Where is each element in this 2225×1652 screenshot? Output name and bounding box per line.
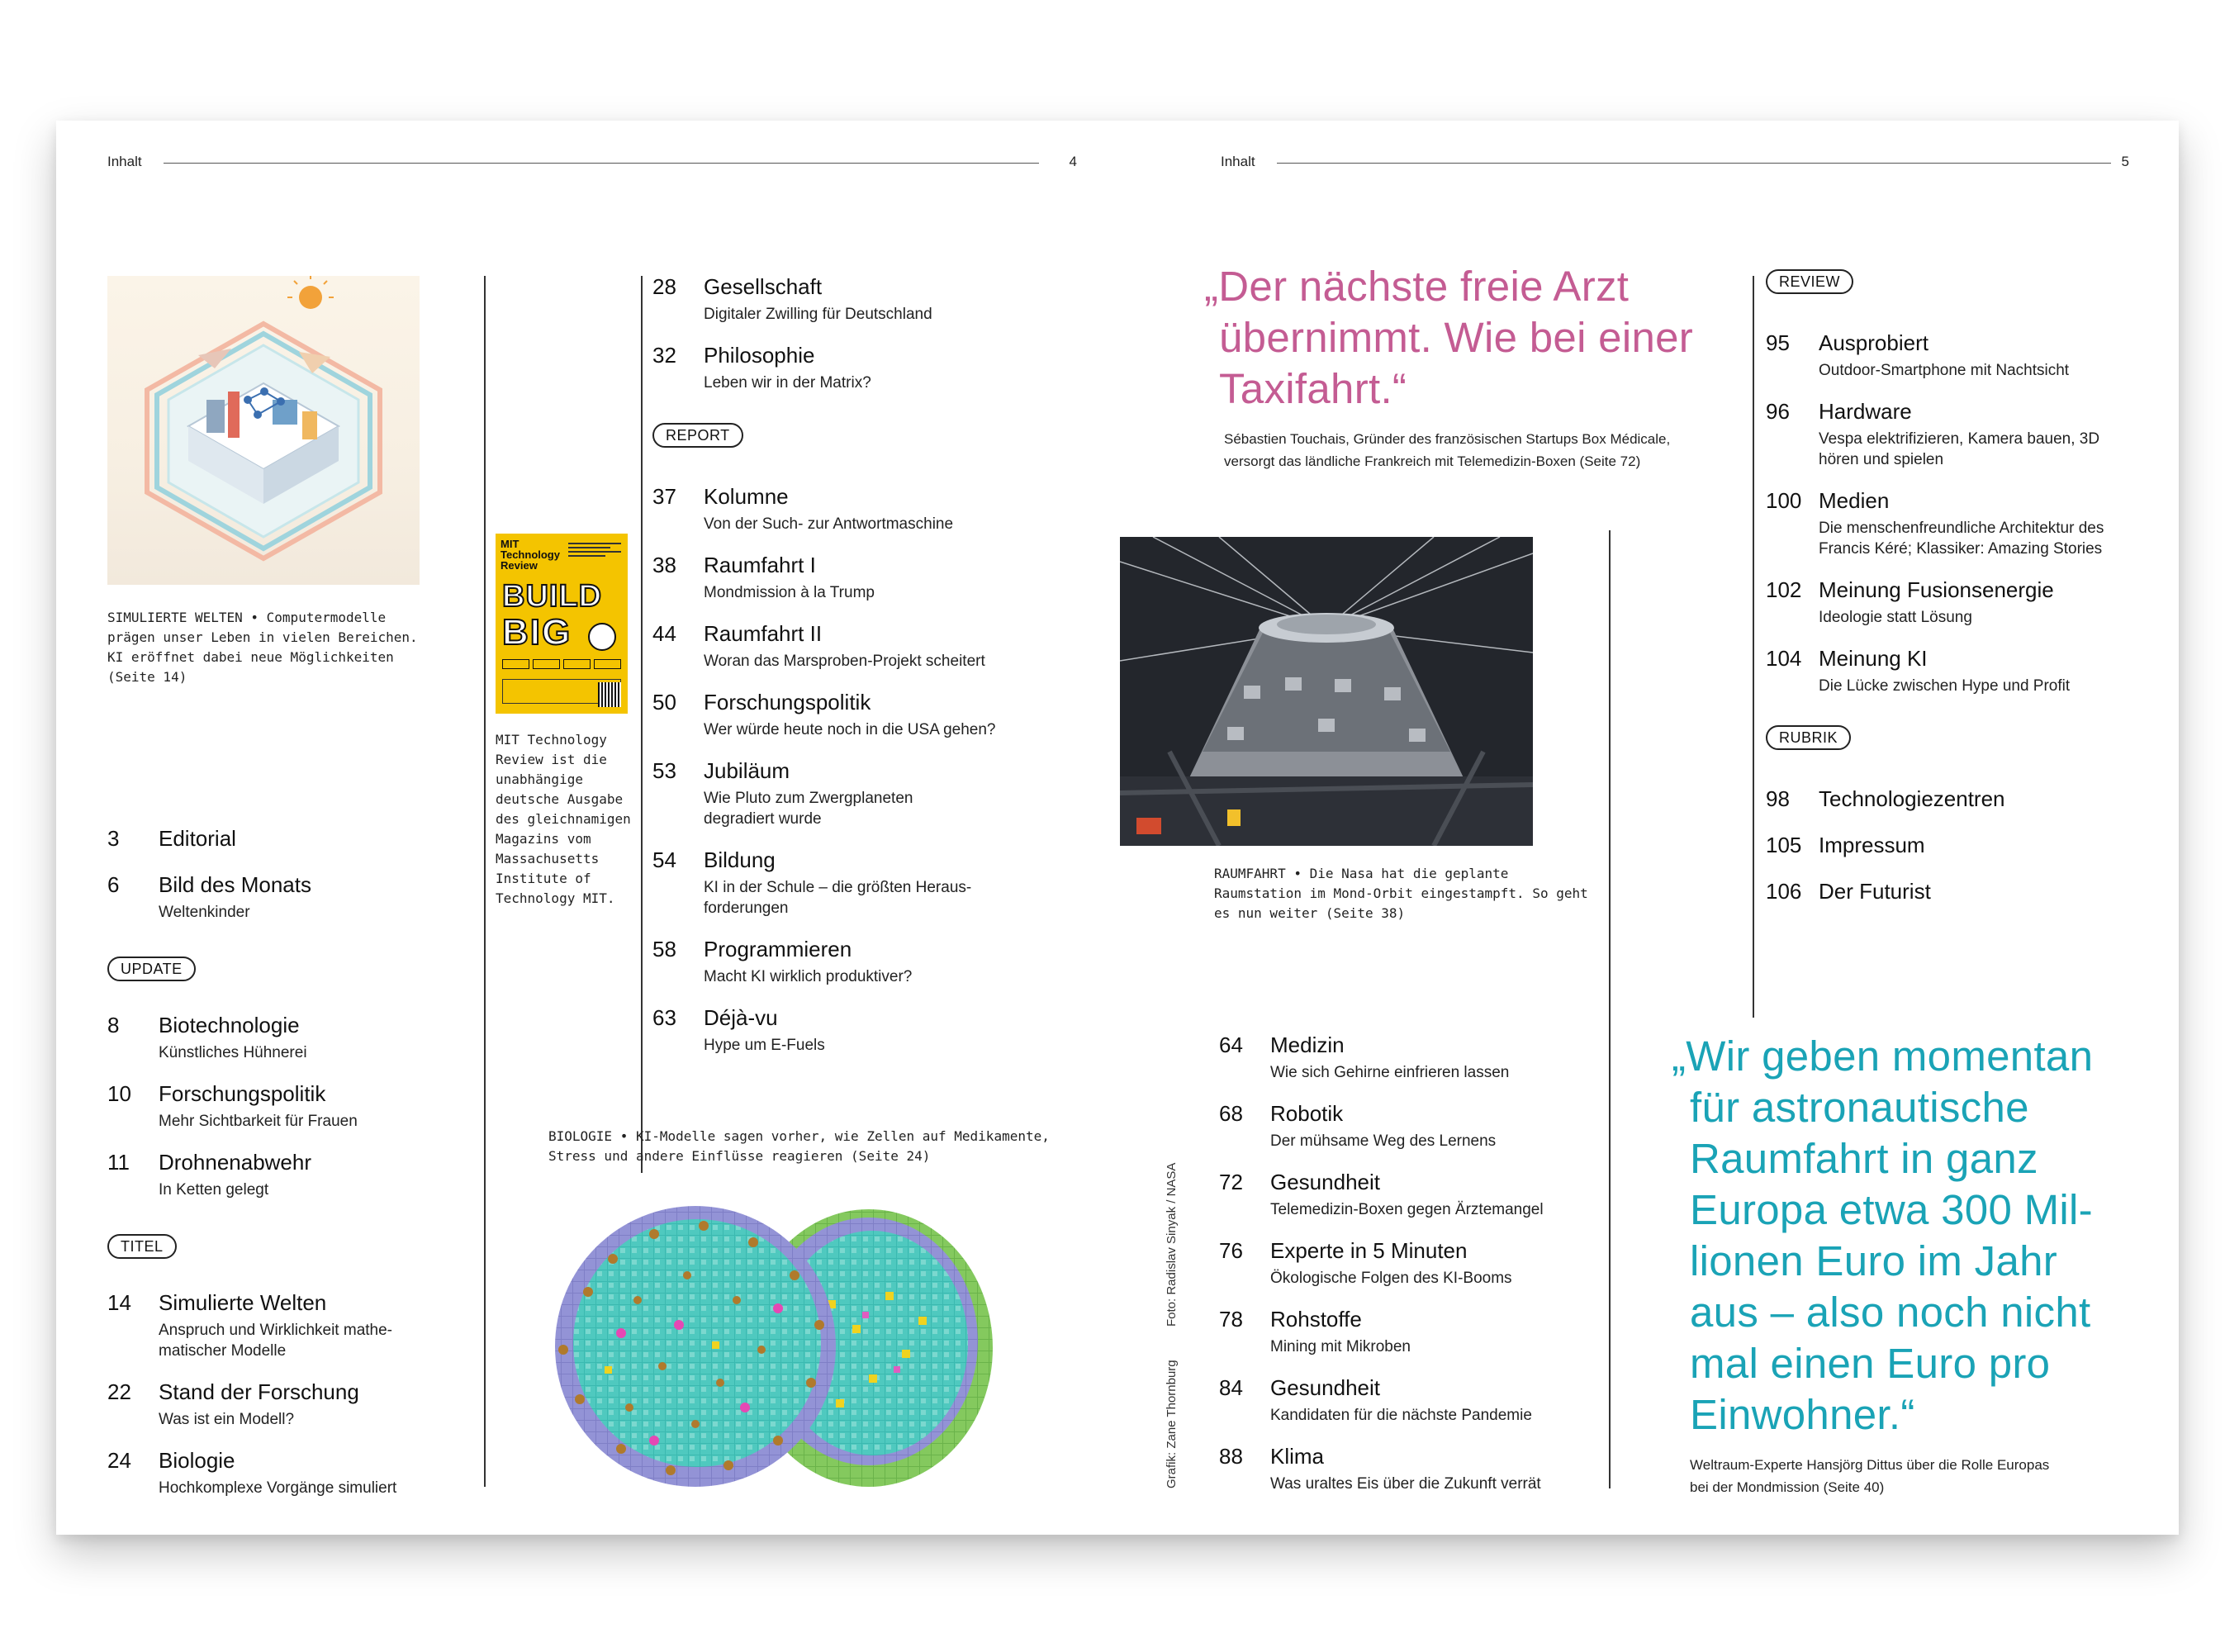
toc-title: Impressum [1819,833,1925,857]
section-label-review: REVIEW [1766,269,1853,294]
toc-subtitle: Vespa elektrifizieren, Kamera bauen, 3D hören und spielen [1819,430,2100,468]
toc-page-number: 8 [107,1013,120,1037]
toc-page-number: 64 [1219,1032,1243,1057]
toc-page-number: 102 [1766,577,1802,602]
toc-page-number: 44 [652,621,676,646]
credit-line: Sébastien Touchais, Gründer des französischen Startups Box Médicale, [1224,431,1671,447]
toc-subtitle: Outdoor-Smartphone mit Nachtsicht [1819,362,2070,379]
toc-page-number: 37 [652,484,676,509]
toc-subtitle: Hype um E-Fuels [704,1037,825,1054]
credit-line: bei der Mondmission (Seite 40) [1690,1479,1885,1495]
toc-title: Der Futurist [1819,879,1931,904]
toc-title: Hardware [1819,399,1912,424]
pull-quote-line: lionen Euro im Jahr [1690,1237,2058,1284]
toc-page-number: 96 [1766,399,1790,424]
toc-title: Raumfahrt I [704,553,816,577]
toc-page-number: 11 [107,1150,130,1175]
toc-page-number: 106 [1766,879,1802,904]
page-number-right: 5 [2121,154,2129,169]
photo-credit-foto: Foto: Radislav Sinyak / NASA [1165,1162,1179,1327]
credit-line: versorgt das ländliche Frankreich mit Telemedizin-Boxen (Seite 72) [1224,453,1641,469]
toc-subtitle: Wie Pluto zum Zwergplaneten degradiert wurde [704,790,913,828]
pull-quote-line: übernimmt. Wie bei einer [1219,314,1694,361]
toc-page-number: 104 [1766,646,1802,671]
toc-page-number: 10 [107,1081,131,1106]
toc-page-number: 88 [1219,1444,1243,1469]
toc-subtitle: Was ist ein Modell? [159,1411,295,1428]
toc-title: Medien [1819,488,1890,513]
photo-credit-grafik: Grafik: Zane Thornburg [1165,1360,1179,1488]
toc-page-number: 6 [107,872,120,897]
section-label-rubrik: RUBRIK [1766,725,1851,750]
toc-page-number: 84 [1219,1375,1243,1400]
cover-headline-1: BUILD [502,579,603,614]
toc-subtitle: Weltenkinder [159,904,250,921]
toc-subtitle: Mining mit Mikroben [1270,1338,1411,1355]
toc-title: Déjà-vu [704,1005,778,1030]
toc-page-number: 95 [1766,330,1790,355]
toc-subtitle: Kandidaten für die nächste Pandemie [1270,1407,1532,1424]
toc-title: Kolumne [704,484,789,509]
toc-title: Medizin [1270,1032,1345,1057]
toc-page-number: 14 [107,1290,131,1315]
column-divider-1 [484,276,486,1487]
toc-subtitle: Wie sich Gehirne einfrieren lassen [1270,1064,1510,1081]
header-rule-right [1277,163,2111,164]
section-label-update: UPDATE [107,957,196,981]
cover-brand: MIT Technology Review [501,538,560,572]
toc-page-number: 22 [107,1379,131,1404]
toc-title: Experte in 5 Minuten [1270,1238,1468,1263]
toc-subtitle: Die menschenfreundliche Architektur des Francis Kéré; Klassiker: Amazing Stories [1819,520,2104,558]
toc-page-number: 72 [1219,1170,1243,1194]
cover-tags [502,659,621,669]
toc-page-number: 38 [652,553,676,577]
toc-title: Technologiezentren [1819,786,2005,811]
toc-title: Robotik [1270,1101,1344,1126]
header-rule-left [164,163,1039,164]
toc-subtitle: KI in der Schule – die größten Heraus-forderungen [704,879,972,917]
pull-quote-line: Einwohner.“ [1690,1391,1915,1438]
pull-quote-arzt [1204,261,1799,415]
toc-title: Forschungspolitik [704,690,871,714]
toc-page-number: 98 [1766,786,1790,811]
toc-title: Gesundheit [1270,1375,1380,1400]
toc-subtitle: Ökologische Folgen des KI-Booms [1270,1270,1512,1287]
toc-page-number: 24 [107,1448,131,1473]
toc-subtitle: Mondmission à la Trump [704,584,875,601]
toc-subtitle: Künstliches Hühnerei [159,1044,307,1061]
toc-subtitle: Ideologie statt Lösung [1819,609,1972,626]
magazine-cover-thumbnail [496,534,628,714]
toc-page-number: 76 [1219,1238,1243,1263]
toc-title: Biologie [159,1448,235,1473]
page-number-left: 4 [1069,154,1077,169]
pull-quote-line: mal einen Euro pro [1690,1340,2051,1387]
raumfahrt-photo [1120,537,1533,846]
cell-voxel-graphic [538,1201,1001,1490]
pull-quote-line: aus – also noch nicht [1690,1289,2091,1336]
toc-title: Klima [1270,1444,1325,1469]
column-divider-3 [1609,530,1611,1488]
toc-title: Gesundheit [1270,1170,1380,1194]
toc-title: Biotechnologie [159,1013,300,1037]
cover-headline-2: BIG [502,612,572,653]
toc-subtitle: Der mühsame Weg des Lernens [1270,1132,1497,1150]
toc-subtitle: Leben wir in der Matrix? [704,374,871,392]
toc-page-number: 32 [652,343,676,368]
toc-subtitle: Macht KI wirklich produktiver? [704,968,913,985]
caption-raumfahrt: RAUMFAHRT • Die Nasa hat die geplante Raumstation im Mond-Orbit eingestampft. So geht es nun weiter (Seite 38) [1214,866,1588,921]
column-divider-4 [1753,276,1754,1018]
caption-cover: MIT Technology Review ist die unabhängige deutsche Ausgabe des gleichnamigen Magazins vom Massachusetts Institute of Technology MIT. [496,732,631,906]
toc-subtitle: In Ketten gelegt [159,1181,269,1199]
toc-subtitle: Telemedizin-Boxen gegen Ärztemangel [1270,1201,1544,1218]
toc-subtitle: Wer würde heute noch in die USA gehen? [704,721,996,738]
pull-quote-euro-credit [1690,1454,2152,1498]
toc-subtitle: Digitaler Zwilling für Deutschland [704,306,932,323]
toc-page-number: 53 [652,758,676,783]
toc-subtitle: Hochkomplexe Vorgänge simuliert [159,1479,397,1497]
credit-line: Weltraum-Experte Hansjörg Dittus über die Rolle Europas [1690,1457,2050,1473]
toc-page-number: 3 [107,826,120,851]
toc-subtitle: Die Lücke zwischen Hype und Profit [1819,677,2071,695]
toc-title: Meinung KI [1819,646,1928,671]
cover-badge [588,623,616,651]
pull-quote-euro [1672,1031,2167,1441]
pull-quote-line: Taxifahrt.“ [1219,365,1407,412]
pull-quote-arzt-credit [1224,428,1802,472]
pull-quote-line: Europa etwa 300 Mil- [1690,1186,2093,1233]
toc-title: Simulierte Welten [159,1290,327,1315]
toc-page-number: 28 [652,274,676,299]
toc-title: Gesellschaft [704,274,823,299]
toc-title: Forschungspolitik [159,1081,326,1106]
pull-quote-line: „Wir geben momentan [1672,1032,2094,1080]
toc-page-number: 100 [1766,488,1802,513]
toc-page-number: 58 [652,937,676,961]
toc-title: Programmieren [704,937,852,961]
toc-title: Meinung Fusionsenergie [1819,577,2054,602]
column-divider-2 [641,276,643,1173]
toc-title: Bild des Monats [159,872,311,897]
toc-page-number: 105 [1766,833,1802,857]
pull-quote-line: Raumfahrt in ganz [1690,1135,2038,1182]
toc-page-number: 78 [1219,1307,1243,1332]
toc-title: Stand der Forschung [159,1379,359,1404]
pull-quote-line: „Der nächste freie Arzt [1204,263,1630,310]
caption-simulierte-welten: SIMULIERTE WELTEN • Computermodelle prägen unser Leben in vielen Bereichen. KI eröffnet dabei neue Möglichkeiten (Seite 14) [107,610,418,685]
toc-subtitle: Mehr Sichtbarkeit für Frauen [159,1113,358,1130]
toc-title: Drohnenabwehr [159,1150,312,1175]
toc-page-number: 68 [1219,1101,1243,1126]
toc-subtitle: Was uraltes Eis über die Zukunft verrät [1270,1475,1541,1493]
cover-barcode [598,682,621,707]
toc-page-number: 63 [652,1005,676,1030]
toc-subtitle: Anspruch und Wirklichkeit mathe-matischer Modelle [159,1322,392,1360]
toc-title: Editorial [159,826,236,851]
toc-subtitle: Von der Such- zur Antwortmaschine [704,515,954,533]
cover-teaser-lines [568,540,621,568]
magazine-spread [56,121,2179,1535]
running-head-right: Inhalt [1221,154,1255,169]
toc-title: Philosophie [704,343,815,368]
toc-title: Jubiläum [704,758,790,783]
toc-subtitle: Woran das Marsproben-Projekt scheitert [704,653,985,670]
toc-title: Bildung [704,847,776,872]
caption-biologie: BIOLOGIE • KI-Modelle sagen vorher, wie Zellen auf Medikamente, Stress und andere Einflüsse reagieren (Seite 24) [548,1128,1050,1164]
pull-quote-line: für astronautische [1690,1084,2029,1131]
toc-title: Rohstoffe [1270,1307,1362,1332]
toc-page-number: 50 [652,690,676,714]
section-label-report: REPORT [652,423,743,448]
simulierte-welten-illustration [107,276,420,585]
toc-title: Raumfahrt II [704,621,823,646]
section-label-titel: TITEL [107,1234,177,1259]
toc-page-number: 54 [652,847,676,872]
running-head-left: Inhalt [107,154,142,169]
toc-title: Ausprobiert [1819,330,1928,355]
